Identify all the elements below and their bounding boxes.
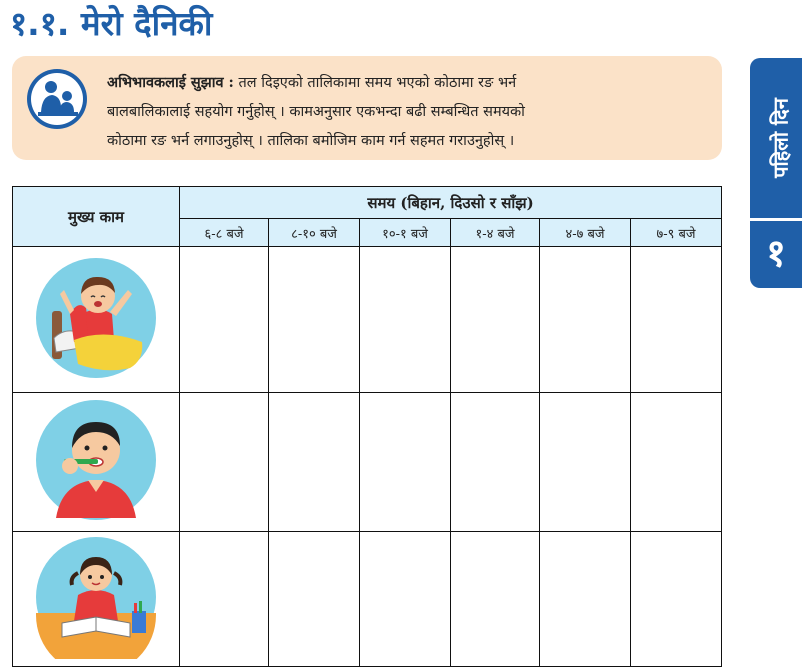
page-title: १.१. मेरो दैनिकी (10, 4, 213, 43)
time-slot-1: ६-८ बजे (180, 219, 269, 247)
table-cell[interactable] (269, 532, 360, 667)
time-slot-4: १-४ बजे (451, 219, 540, 247)
table-cell[interactable] (360, 393, 451, 532)
table-cell[interactable] (631, 393, 722, 532)
table-row (13, 532, 722, 667)
table-cell[interactable] (631, 247, 722, 393)
side-tab-label: पहिलो दिन (768, 98, 793, 178)
tip-text (107, 68, 712, 156)
tip-line-1: अभिभावकलाई सुझाव : तल दिइएको तालिकामा समय भएको कोठामा रङ भर्न (107, 74, 517, 91)
activity-cell (13, 532, 180, 667)
table-cell[interactable] (360, 532, 451, 667)
activity-cell (13, 393, 180, 532)
table-cell[interactable] (269, 247, 360, 393)
table-cell[interactable] (540, 393, 631, 532)
table-cell[interactable] (631, 532, 722, 667)
table-cell[interactable] (451, 247, 540, 393)
parent-child-icon (26, 68, 88, 130)
studying-icon (34, 535, 158, 659)
time-header: समय (बिहान, दिउसो र साँझ) (180, 187, 722, 219)
side-tab-label-area (750, 58, 802, 218)
table-cell[interactable] (180, 532, 269, 667)
table-cell[interactable] (540, 247, 631, 393)
time-slot-2: ८-१० बजे (269, 219, 360, 247)
tip-line-3: कोठामा रङ भर्न लगाउनुहोस् । तालिका बमोजिम काम गर्न सहमत गराउनुहोस् । (107, 133, 515, 149)
brushing-teeth-icon (34, 398, 158, 522)
activity-cell (13, 247, 180, 393)
time-slot-6: ७-९ बजे (631, 219, 722, 247)
table-cell[interactable] (540, 532, 631, 667)
side-tab-divider (750, 218, 802, 221)
day-side-tab (750, 58, 802, 288)
table-row (13, 393, 722, 532)
tip-line-2: बालबालिकालाई सहयोग गर्नुहोस् । कामअनुसार एकभन्दा बढी सम्बन्धित समयको (107, 104, 525, 120)
table-cell[interactable] (360, 247, 451, 393)
time-slot-3: १०-१ बजे (360, 219, 451, 247)
main-work-header: मुख्य काम (13, 187, 180, 247)
parent-tip-box (12, 56, 722, 160)
table-cell[interactable] (180, 393, 269, 532)
waking-up-icon (34, 256, 158, 380)
table-cell[interactable] (180, 247, 269, 393)
time-slot-5: ४-७ बजे (540, 219, 631, 247)
table-cell[interactable] (451, 532, 540, 667)
table-row (13, 247, 722, 393)
daily-routine-table (12, 186, 722, 667)
table-cell[interactable] (451, 393, 540, 532)
table-cell[interactable] (269, 393, 360, 532)
side-tab-number: १ (766, 231, 786, 275)
tip-label: अभिभावकलाई सुझाव : (107, 74, 234, 91)
